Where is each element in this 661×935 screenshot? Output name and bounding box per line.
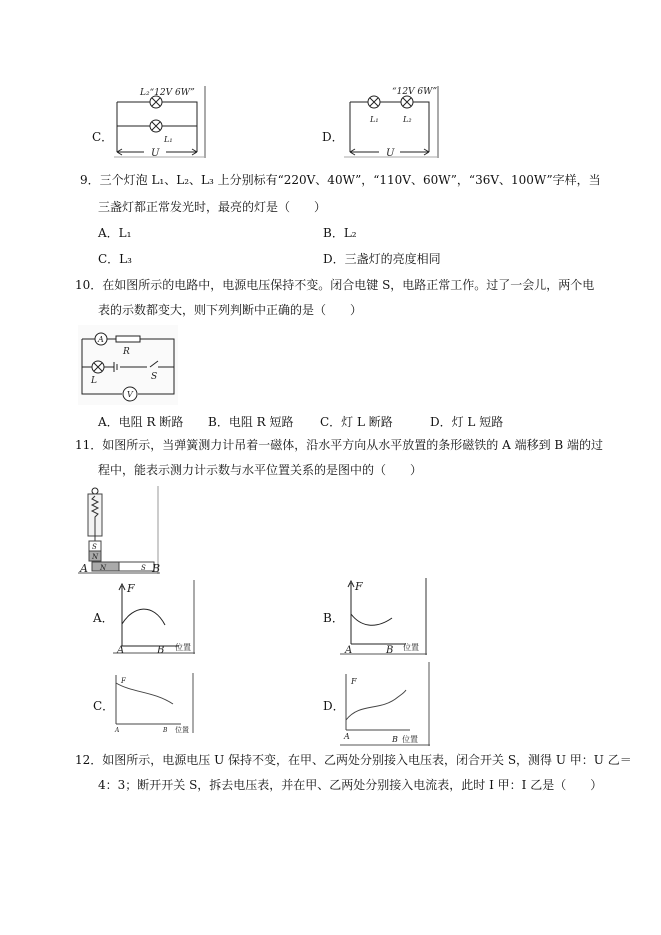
graph-b-a: A [345,645,353,655]
end-b-label: B [152,562,160,574]
q10-text-line1: 10．在如图所示的电路中，电源电压保持不变。闭合电键 S，电路正常工作。过了一会儿，两个电 [75,278,595,292]
q8c-l1-label: L₁ [164,135,173,144]
small-magnet-s: S [92,543,97,551]
q11-graph-a [113,580,195,654]
graph-a-y-label: F [127,582,135,595]
resistor-label: R [123,347,130,357]
q11-option-a-label: A． [93,611,114,625]
q11-graph-d [340,662,430,746]
q11-magnet-figure [78,486,160,574]
q9-option-b: B．L₂ [323,226,357,240]
q9-text-line2: 三盏灯都正常发光时，最亮的灯是（ ） [98,200,327,214]
lamp-label: L [91,376,97,386]
graph-a-a: A [117,645,125,654]
graph-b-y-label: F [355,580,363,593]
graph-c-b: B [163,727,168,733]
q8-option-d-label: D． [322,130,344,144]
q10-option-c: C．灯 L 断路 [320,415,393,429]
bar-magnet-n: N [100,564,107,572]
q10-option-b: B．电阻 R 短路 [208,415,294,429]
q9-option-d: D．三盏灯的亮度相同 [323,252,441,266]
q12-text-line1: 12．如图所示，电源电压 U 保持不变，在甲、乙两处分别接入电压表，闭合开关 S，测得 U 甲：U 乙＝ [75,753,632,767]
q11-text-line1: 11．如图所示，当弹簧测力计吊着一磁体，沿水平方向从水平放置的条形磁铁的 A 端移到 B 端的过 [75,438,604,452]
q12-text-line2: 4：3；断开开关 S，拆去电压表，并在甲、乙两处分别接入电流表，此时 I 甲：I 乙是（ ） [98,778,603,792]
voltmeter-label: V [127,390,133,399]
small-magnet-n: N [92,553,99,561]
q10-text-line2: 表的示数都变大，则下列判断中正确的是（ ） [98,303,363,317]
q11-option-c-label: C． [93,699,115,713]
graph-d-b: B [392,735,398,744]
q8d-l1-label: L₁ [370,115,379,124]
switch-label: S [151,372,158,382]
graph-c-a: A [115,727,120,733]
graph-a-b: B [157,645,165,654]
graph-d-x-label: 位置 [402,735,418,744]
q9-option-a: A．L₁ [98,226,132,240]
q8-figure-d [344,86,439,158]
graph-b-x-label: 位置 [403,643,419,652]
q8d-rating-label: “12V 6W” [392,87,438,97]
q9-text-line1: 9．三个灯泡 L₁、L₂、L₃ 上分别标有“220V、40W”，“110V、60W”，“36V、100W”字样，当 [80,173,601,187]
q11-option-d-label: D． [323,699,345,713]
q11-text-line2: 程中，能表示测力计示数与水平位置关系的是图中的（ ） [98,463,423,477]
q8-figure-c [114,86,206,158]
ammeter-label: A [98,335,104,344]
q9-option-c: C．L₃ [98,252,132,266]
q8-option-c-label: C． [92,130,114,144]
graph-d-a: A [344,732,350,741]
graph-d-y-label: F [351,677,357,686]
q11-graph-b [340,578,427,655]
q11-option-b-label: B． [323,611,344,625]
q8d-l2-label: L₂ [403,115,412,124]
graph-b-b: B [386,645,394,655]
end-a-label: A [80,562,88,574]
q8c-u-label: U [151,148,160,158]
q8c-l2-label: L₂“12V 6W” [140,88,195,98]
graph-c-y-label: F [121,677,126,685]
q10-option-d: D．灯 L 短路 [430,415,504,429]
q11-graph-c [113,673,195,733]
q8d-u-label: U [386,148,395,158]
bar-magnet-s: S [141,564,146,572]
q10-option-a: A．电阻 R 断路 [98,415,184,429]
q10-circuit-figure [78,325,178,405]
graph-c-x-label: 位置 [175,726,189,733]
graph-a-x-label: 位置 [175,643,191,652]
